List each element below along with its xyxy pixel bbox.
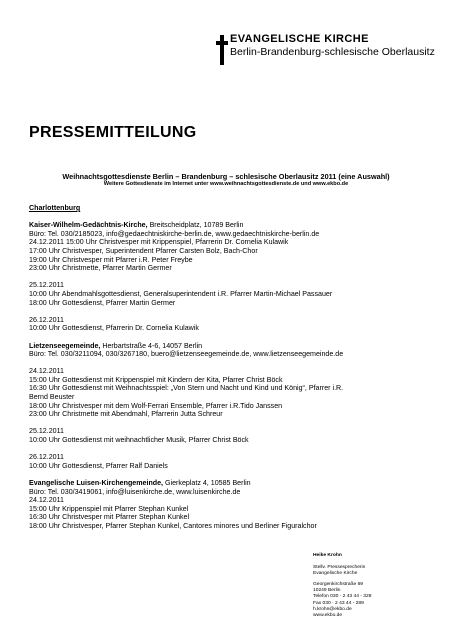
line-text: 26.12.2011 xyxy=(29,453,64,462)
text-line xyxy=(29,513,439,522)
contact-block xyxy=(313,553,443,624)
blank-line xyxy=(29,333,439,342)
logo-line1: EVANGELISCHE KIRCHE xyxy=(230,33,369,45)
blank-line xyxy=(29,445,439,454)
line-text: 25.12.2011 xyxy=(29,427,64,436)
text-line xyxy=(29,453,439,462)
district-heading xyxy=(29,204,439,213)
text-line xyxy=(29,488,439,497)
line-text: Büro: Tel. 030/2185023, info@gedaechtniskirche-berlin.de, www.gedaechtniskirche-berlin.de xyxy=(29,229,320,238)
line-text: 10:00 Uhr Gottesdienst mit weihnachtlicher Musik, Pfarrer Christ Böck xyxy=(29,436,249,445)
text-line xyxy=(29,299,439,308)
line-text: 19:00 Uhr Christvesper mit Pfarrer i.R. Peter Freybe xyxy=(29,255,193,264)
page-title: PRESSEMITTEILUNG xyxy=(29,124,197,141)
document-subheading: Weitere Gottesdienste im Internet unter www.weihnachtsgottesdienste.de und www.ekbo.de xyxy=(103,181,349,187)
text-line xyxy=(29,256,439,265)
text-line xyxy=(29,427,439,436)
church-heading xyxy=(29,221,439,230)
line-text: Büro: Tel. 030/3419061, info@luisenkirche.de, www.luisenkirche.de xyxy=(29,487,241,496)
contact-website: www.ekbo.de xyxy=(313,612,343,618)
church-name: Evangelische Luisen-Kirchengemeinde, xyxy=(29,479,164,487)
line-text: 24.12.2011 xyxy=(29,496,64,505)
text-line xyxy=(29,350,439,359)
text-line xyxy=(29,436,439,445)
church-name: Kaiser-Wilhelm-Gedächtnis-Kirche, xyxy=(29,221,148,230)
blank-line xyxy=(29,470,439,479)
text-line xyxy=(29,238,439,247)
line-text: 17:00 Uhr Christvesper, Superintendent Pfarrer Carsten Bolz, Bach-Chor xyxy=(29,246,258,255)
line-text: 18:00 Uhr Gottesdienst, Pfarrer Martin Germer xyxy=(29,298,176,307)
text-line xyxy=(29,316,439,325)
blank-line xyxy=(29,213,439,222)
document-heading: Weihnachtsgottesdienste Berlin – Brandenburg – schlesische Oberlausitz 2011 (eine Auswahl) xyxy=(62,172,390,181)
text-line xyxy=(29,505,439,514)
text-line xyxy=(29,376,439,385)
text-line xyxy=(29,522,439,531)
text-line xyxy=(29,393,439,402)
line-text: 18:00 Uhr Christvesper, Pfarrer Stephan Kunkel, Cantores minores und Berliner Figuralchor xyxy=(29,521,317,530)
line-text: 10:00 Uhr Abendmahlsgottesdienst, Generalsuperintendent i.R. Pfarrer Martin-Michael Passauer xyxy=(29,289,333,298)
line-text: 23:00 Uhr Christmette, Pfarrer Martin Germer xyxy=(29,264,172,273)
line-text: Büro: Tel. 030/3211094, 030/3267180, buero@lietzenseegemeinde.de, www.lietzenseegemeinde.de xyxy=(29,350,344,359)
text-line xyxy=(29,367,439,376)
church-heading xyxy=(29,342,439,351)
line-text: 18:00 Uhr Christvesper mit dem Wolf-Ferrari Ensemble, Pfarrer i.R.Tido Janssen xyxy=(29,401,283,410)
cross-icon xyxy=(216,35,228,65)
text-line xyxy=(29,402,439,411)
blank-line xyxy=(29,359,439,368)
contact-organization: Evangelische Kirche xyxy=(313,571,358,577)
line-text: 23:00 Uhr Christmette mit Abendmahl, Pfarrerin Jutta Schreur xyxy=(29,410,223,419)
contact-name: Heike Krohn xyxy=(313,553,342,558)
line-text: Breitscheidplatz, 10789 Berlin xyxy=(147,221,244,230)
text-line xyxy=(29,496,439,505)
contact-fax: Fax 030 · 2 43 44 - 289 xyxy=(313,600,364,606)
text-line xyxy=(29,324,439,333)
text-line xyxy=(29,290,439,299)
line-text: 26.12.2011 xyxy=(29,315,64,324)
text-line xyxy=(29,247,439,256)
blank-line xyxy=(29,273,439,282)
church-name: Lietzenseegemeinde, xyxy=(29,341,101,350)
line-text: 16:30 Uhr Christvesper mit Pfarrer Stephan Kunkel xyxy=(29,513,190,522)
blank-line xyxy=(29,307,439,316)
text-line xyxy=(29,281,439,290)
line-text: Bernd Beuster xyxy=(29,393,75,402)
contact-phone: Telefon 030 · 2 43 44 - 328 xyxy=(313,594,372,600)
text-line xyxy=(29,462,439,471)
line-text: 24.12.2011 15:00 Uhr Christvesper mit Krippenspiel, Pfarrerin Dr. Cornelia Kulawik xyxy=(29,238,289,247)
text-line xyxy=(29,384,439,393)
line-text: 10:00 Uhr Gottesdienst, Pfarrerin Dr. Cornelia Kulawik xyxy=(29,324,199,333)
service-listing xyxy=(29,204,439,531)
line-text: Herbartstraße 4-6, 14057 Berlin xyxy=(100,341,203,350)
line-text: 10:00 Uhr Gottesdienst, Pfarrer Ralf Daniels xyxy=(29,461,168,470)
church-heading xyxy=(29,479,439,488)
text-line xyxy=(29,264,439,273)
contact-city: 10249 Berlin xyxy=(313,588,341,594)
line-text: 15:00 Uhr Gottesdienst mit Krippenspiel mit Kindern der Kita, Pfarrer Christ Böck xyxy=(29,375,283,384)
line-text: 15:00 Uhr Krippenspiel mit Pfarrer Stephan Kunkel xyxy=(29,504,189,513)
contact-email: h.krohn@ekbo.de xyxy=(313,606,352,612)
contact-street: Georgenkirchstraße 69 xyxy=(313,582,364,588)
blank-line xyxy=(29,419,439,428)
line-text: 25.12.2011 xyxy=(29,281,64,290)
contact-role: Stellv. Pressesprecherin xyxy=(313,565,366,571)
line-text: Gierkeplatz 4, 10585 Berlin xyxy=(163,479,251,487)
line-text: Charlottenburg xyxy=(29,204,81,212)
line-text: 16:30 Uhr Gottesdienst mit Weihnachtsspiel: „Von Stern und Nacht und Kind und König“, Pfarrer i.R. xyxy=(29,384,344,393)
logo-text xyxy=(230,33,435,59)
text-line xyxy=(29,230,439,239)
logo-line2: Berlin-Brandenburg-schlesische Oberlausitz xyxy=(230,46,435,58)
text-line xyxy=(29,410,439,419)
line-text: 24.12.2011 xyxy=(29,367,64,376)
